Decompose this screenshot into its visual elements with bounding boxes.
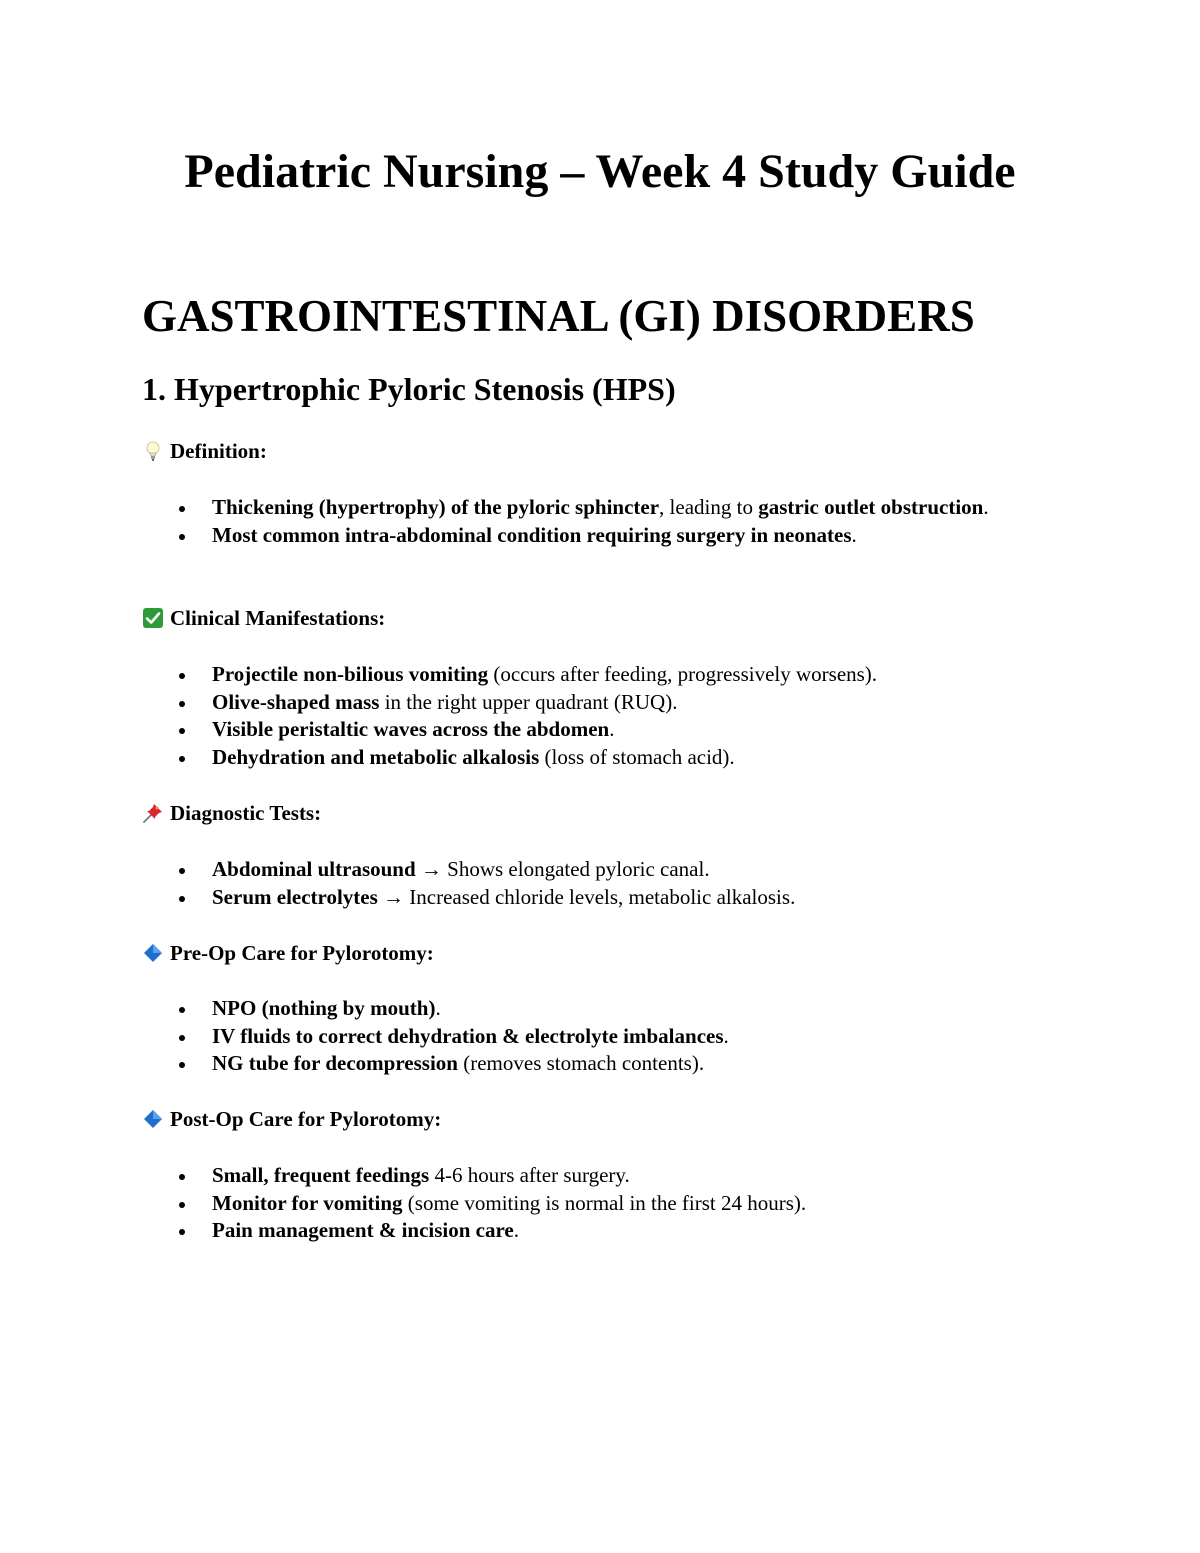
list-item: Most common intra-abdominal condition requiring surgery in neonates. [142,522,1002,550]
lightbulb-icon [142,440,164,462]
postop-list [142,1162,1002,1245]
sub-heading: 1. Hypertrophic Pyloric Stenosis (HPS) [142,371,676,407]
list-item: NPO (nothing by mouth). [142,995,1002,1023]
definition-list [142,494,1002,549]
clinical-list [142,661,1002,771]
list-item: Serum electrolytes → Increased chloride levels, metabolic alkalosis. [142,884,1002,912]
list-item: Abdominal ultrasound → Shows elongated pyloric canal. [142,856,1002,884]
list-item: Visible peristaltic waves across the abdomen. [142,716,1002,744]
section-heading: GASTROINTESTINAL (GI) DISORDERS [142,291,975,341]
list-item: Dehydration and metabolic alkalosis (loss of stomach acid). [142,744,1002,772]
document-title: Pediatric Nursing – Week 4 Study Guide [184,145,1016,198]
list-item: Pain management & incision care. [142,1217,1002,1245]
clinical-heading [142,604,385,632]
preop-heading [142,939,434,967]
blue-diamond-icon [142,942,164,964]
postop-label: Post-Op Care for Pylorotomy: [170,1107,442,1131]
list-item: Monitor for vomiting (some vomiting is normal in the first 24 hours). [142,1190,1002,1218]
postop-heading [142,1105,441,1133]
diagnostic-label: Diagnostic Tests: [170,801,322,825]
definition-label: Definition: [170,439,267,463]
list-item: Projectile non-bilious vomiting (occurs after feeding, progressively worsens). [142,661,1002,689]
check-mark-icon [142,607,164,629]
diagnostic-heading [142,799,321,827]
list-item: Thickening (hypertrophy) of the pyloric sphincter, leading to gastric outlet obstruction. [142,494,1002,522]
list-item: IV fluids to correct dehydration & electrolyte imbalances. [142,1023,1002,1051]
preop-list [142,995,1002,1078]
pushpin-icon [142,802,164,824]
list-item: Small, frequent feedings 4-6 hours after surgery. [142,1162,1002,1190]
list-item: NG tube for decompression (removes stomach contents). [142,1050,1002,1078]
blue-diamond-icon [142,1108,164,1130]
list-item: Olive-shaped mass in the right upper quadrant (RUQ). [142,689,1002,717]
clinical-label: Clinical Manifestations: [170,606,386,630]
preop-label: Pre-Op Care for Pylorotomy: [170,941,434,965]
definition-heading [142,437,267,465]
diagnostic-list [142,856,1002,911]
